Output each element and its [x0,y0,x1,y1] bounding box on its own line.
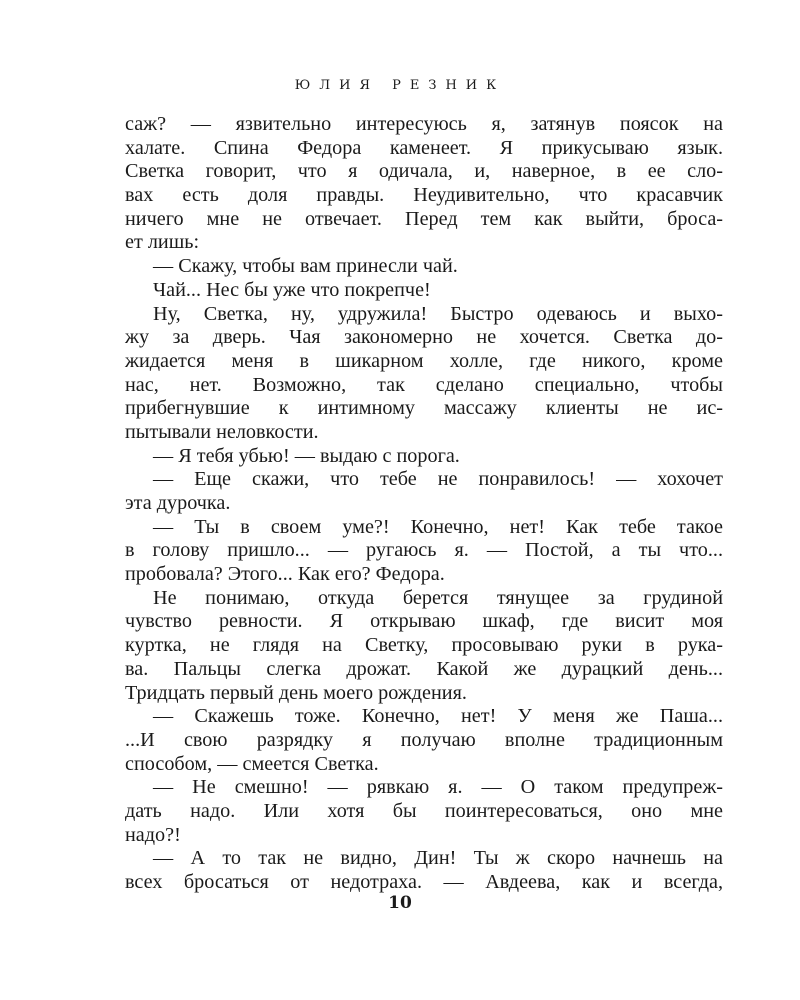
text-line: способом, — смеется Светка. [125,752,379,775]
running-head: ЮЛИЯ РЕЗНИК [294,78,506,93]
text-line: ничего мне не отвечает. Перед тем как выйти, броса- [125,207,723,230]
body-text [125,113,723,895]
text-line: саж? — язвительно интересуюсь я, затянув поясок на [125,113,723,135]
text-line: эта дурочка. [125,492,231,514]
text-line: халате. Спина Федора каменеет. Я прикусываю язык. [125,136,723,159]
text-line: всех бросаться от недотраха. — Авдеева, как и всегда, [125,871,723,893]
text-line: — Не смешно! — рявкаю я. — О таком предупреж- [153,776,723,799]
text-line: — Еще скажи, что тебе не понравилось! — хохочет [153,468,723,491]
text-line: ет лишь: [125,231,200,254]
text-line: — Я тебя убью! — выдаю с порога. [153,444,460,467]
text-line: пробовала? Этого... Как его? Федора. [125,563,445,586]
text-line: Ну, Светка, ну, удружила! Быстро одеваюсь и выхо- [153,302,723,325]
text-line: в голову пришло... — ругаюсь я. — Постой, а ты что... [125,539,723,562]
text-line: — Скажу, чтобы вам принесли чай. [153,255,458,278]
text-line: куртка, не глядя на Светку, просовываю руки в рука- [125,634,723,657]
text-line: — Скажешь тоже. Конечно, нет! У меня же Паша... [153,705,723,728]
text-line: чувство ревности. Я открываю шкаф, где висит моя [125,610,723,633]
text-line: — Ты в своем уме?! Конечно, нет! Как тебе такое [153,515,723,538]
text-line: Чай... Нес бы уже что покрепче! [153,278,431,301]
text-line: нас, нет. Возможно, так сделано специально, чтобы [125,373,723,396]
text-line: жу за дверь. Чая закономерно не хочется. Светка до- [125,326,723,349]
text-line: жидается меня в шикарном холле, где никого, кроме [125,349,723,372]
text-line: прибегнувшие к интимному массажу клиенты не ис- [125,397,723,420]
text-line: — А то так не видно, Дин! Ты ж скоро начнешь на [153,847,723,870]
text-line: дать надо. Или хотя бы поинтересоваться, оно мне [125,799,723,822]
text-line: Не понимаю, откуда берется тянущее за грудиной [153,586,723,609]
text-line: вах есть доля правды. Неудивительно, что красавчик [125,184,723,207]
text-line: ...И свою разрядку я получаю вполне традиционным [125,728,723,751]
text-line: Тридцать первый день моего рождения. [125,681,467,704]
text-line: ва. Пальцы слегка дрожат. Какой же дурацкий день... [125,657,723,680]
text-line: Светка говорит, что я одичала, и, наверное, в ее сло- [125,160,723,183]
page-number: 10 [388,893,412,913]
text-line: пытывали неловкости. [125,420,319,443]
text-line: надо?! [125,823,181,846]
